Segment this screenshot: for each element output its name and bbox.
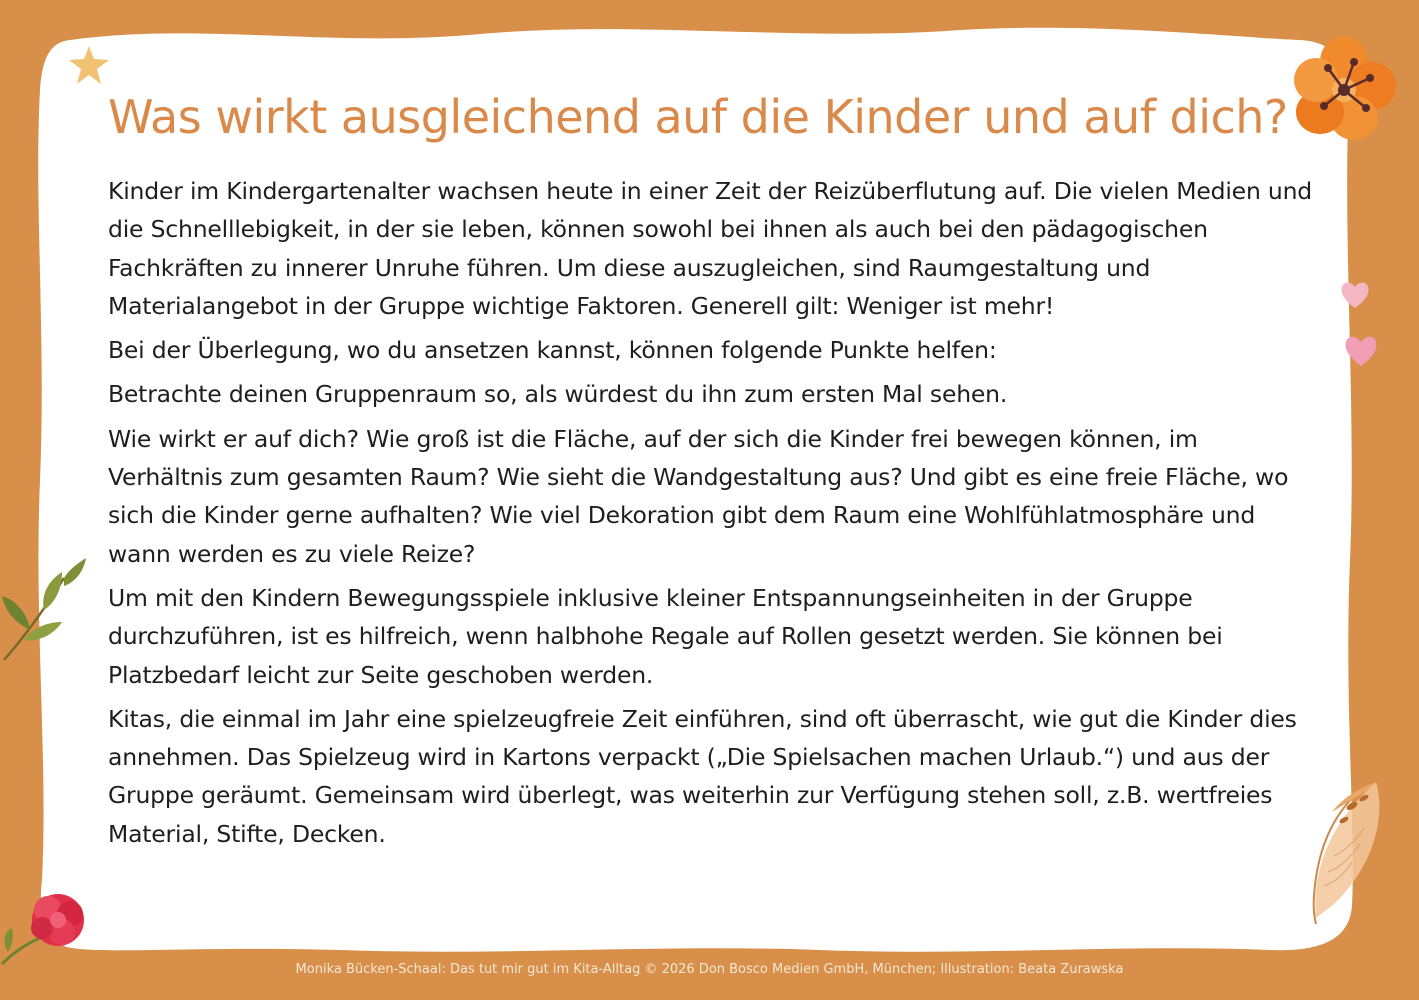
paragraph-points-intro: Bei der Überlegung, wo du ansetzen kannst, können folgende Punkte helfen:: [108, 336, 997, 365]
star-icon: [66, 44, 112, 86]
paragraph-questions: Wie wirkt er auf dich? Wie groß ist die Fläche, auf der sich die Kinder frei bewegen können, im Verhältnis zum gesamten Raum? Wie sieht die Wandgestaltung aus? Und gibt es eine freie Fläche, wo sich die Kinder gerne aufhalten? Wie viel Dekoration gibt dem Raum eine Wohlfühlatmosphäre und wann werden es zu viele Reize?: [108, 424, 1289, 568]
orange-flower-icon: [1288, 32, 1400, 144]
footer-credits: Monika Bücken-Schaal: Das tut mir gut im Kita-Alltag © 2026 Don Bosco Medien GmbH, München; Illustration: Beata Zurawska: [295, 962, 1124, 977]
body-text: [108, 172, 1313, 859]
heart-icon: [1342, 332, 1380, 370]
page-title: Was wirkt ausgleichend auf die Kinder und auf dich?: [108, 90, 1288, 144]
feather-icon: [1304, 776, 1388, 926]
heart-icon: [1338, 278, 1372, 312]
paragraph-toyfree: Kitas, die einmal im Jahr eine spielzeugfreie Zeit einführen, sind oft überrascht, wie gut die Kinder dies annehmen. Das Spielzeug wird in Kartons verpackt („Die Spielsachen machen Urlaub.“) und aus der Gruppe geräumt. Gemeinsam wird überlegt, was weiterhin zur Verfügung stehen soll, z.B. wertfreies Material, Stifte, Decken.: [108, 704, 1297, 848]
leaf-branch-icon: [0, 556, 90, 666]
red-flower-icon: [0, 886, 100, 966]
paragraph-observe: Betrachte deinen Gruppenraum so, als würdest du ihn zum ersten Mal sehen.: [108, 380, 1008, 409]
paragraph-shelves: Um mit den Kindern Bewegungsspiele inklusive kleiner Entspannungseinheiten in der Gruppe durchzuführen, ist es hilfreich, wenn halbhohe Regale auf Rollen gesetzt werden. Sie können bei Platzbedarf leicht zur Seite geschoben werden.: [108, 583, 1223, 689]
paragraph-intro: Kinder im Kindergartenalter wachsen heute in einer Zeit der Reizüberflutung auf. Die vielen Medien und die Schnelllebigkeit, in der sie leben, können sowohl bei ihnen als auch bei den pädagogischen Fachkräften zu innerer Unruhe führen. Um diese auszugleichen, sind Raumgestaltung und Materialangebot in der Gruppe wichtige Faktoren. Generell gilt: Weniger ist mehr!: [108, 177, 1313, 320]
